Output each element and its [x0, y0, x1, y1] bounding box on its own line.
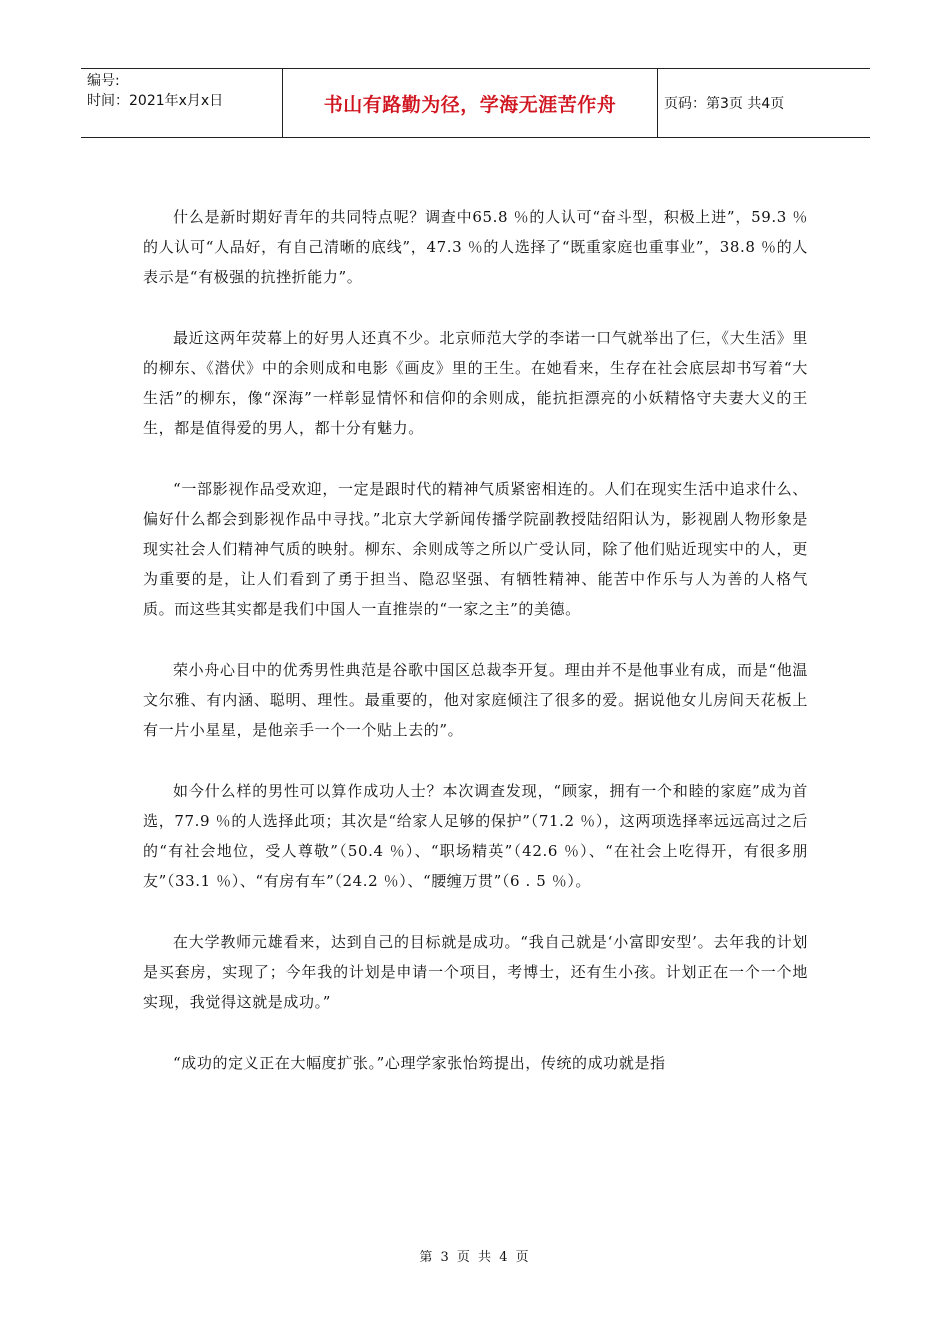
document-body	[143, 202, 808, 1109]
page-footer: 第 3 页 共 4 页	[419, 1250, 531, 1265]
document-time-label: 时间：2021年x月x日	[87, 93, 224, 109]
body-paragraph: 荣小舟心目中的优秀男性典范是谷歌中国区总裁李开复。理由并不是他事业有成，而是“他温文尔雅、有内涵、聪明、理性。最重要的，他对家庭倾注了很多的爱。据说他女儿房间天花板上有一片小星星，是他亲手一个一个贴上去的”。	[143, 661, 808, 739]
header-meta	[81, 69, 283, 137]
body-paragraph: 如今什么样的男性可以算作成功人士？本次调查发现，“顾家，拥有一个和睦的家庭”成为首选，77.9 ％的人选择此项；其次是“给家人足够的保护”（71.2 ％），这两项选择率远远高过之后的“有社会地位，受人尊敬”（50.4 ％）、“职场精英”（42.6 ％）、“在社会上吃得开，有很多朋友”（33.1 ％）、“有房有车”（24.2 ％）、“腰缠万贯”（6 . 5 ％）。	[143, 782, 808, 890]
body-paragraph: “成功的定义正在大幅度扩张。”心理学家张怡筠提出，传统的成功就是指	[173, 1054, 666, 1072]
page-header	[81, 68, 870, 138]
body-paragraph: 在大学教师元雄看来，达到自己的目标就是成功。“我自己就是‘小富即安型’。去年我的计划是买套房，实现了；今年我的计划是申请一个项目，考博士，还有生小孩。计划正在一个一个地实现，我觉得这就是成功。”	[143, 933, 808, 1011]
header-motto-cell	[283, 69, 658, 137]
body-paragraph: 最近这两年荧幕上的好男人还真不少。北京师范大学的李诺一口气就举出了仨，《大生活》里的柳东、《潜伏》中的余则成和电影《画皮》里的王生。在她看来，生存在社会底层却书写着“大生活”的柳东，像“深海”一样彰显情怀和信仰的余则成，能抗拒漂亮的小妖精恪守夫妻大义的王生，都是值得爱的男人，都十分有魅力。	[143, 329, 808, 437]
header-page-cell	[658, 69, 870, 137]
header-motto: 书山有路勤为径，学海无涯苦作舟	[323, 93, 617, 116]
body-paragraph: 什么是新时期好青年的共同特点呢？调查中65.8 ％的人认可“奋斗型，积极上进”，59.3 ％的人认可“人品好，有自己清晰的底线”，47.3 ％的人选择了“既重家庭也重事业”，38.8 ％的人表示是“有极强的抗挫折能力”。	[143, 208, 808, 286]
document-number-label: 编号:	[87, 73, 120, 89]
body-paragraph: “一部影视作品受欢迎，一定是跟时代的精神气质紧密相连的。人们在现实生活中追求什么、偏好什么都会到影视作品中寻找。”北京大学新闻传播学院副教授陆绍阳认为，影视剧人物形象是现实社会人们精神气质的映射。柳东、余则成等之所以广受认同，除了他们贴近现实中的人，更为重要的是，让人们看到了勇于担当、隐忍坚强、有牺牲精神、能苦中作乐与人为善的人格气质。而这些其实都是我们中国人一直推崇的“一家之主”的美德。	[143, 480, 808, 618]
header-page-number: 页码：第3页 共4页	[664, 96, 785, 112]
